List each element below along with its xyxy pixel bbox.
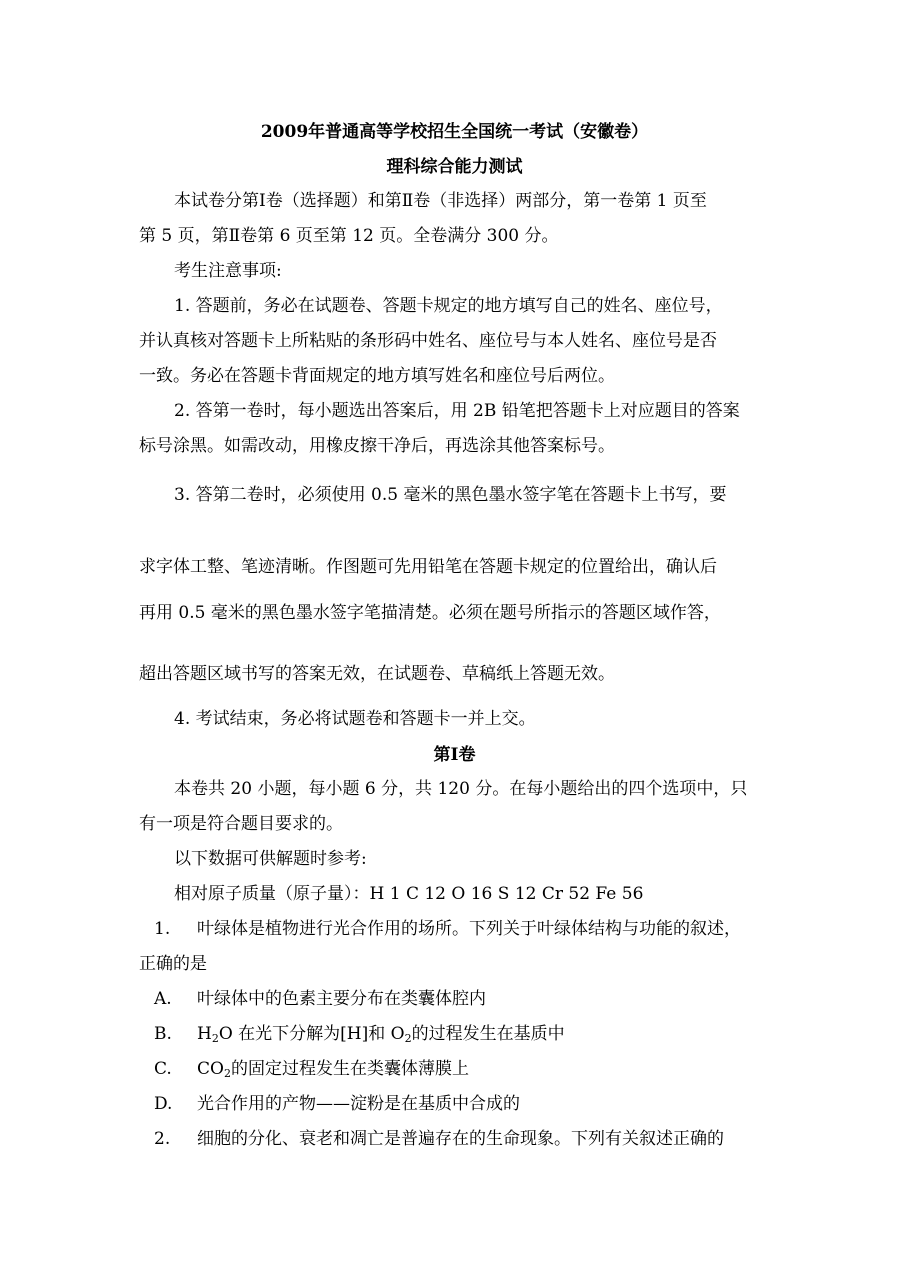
intro-line-1: 本试卷分第Ⅰ卷（选择题）和第Ⅱ卷（非选择）两部分，第一卷第 1 页至: [174, 191, 707, 211]
question-2-stem-line-1: 细胞的分化、衰老和凋亡是普遍存在的生命现象。下列有关叙述正确的: [197, 1129, 724, 1149]
page-title: 2009年普通高等学校招生全国统一考试（安徽卷）: [260, 122, 649, 142]
option-b-text: $H_2O$ 在光下分解为[H]和 $O_2$的过程发生在基质中: [197, 1024, 565, 1045]
note-4: 4. 考试结束，务必将试题卷和答题卡一并上交。: [174, 709, 536, 729]
note-3-line-1: 3. 答第二卷时，必须使用 0.5 毫米的黑色墨水签字笔在答题卡上书写，要: [174, 485, 727, 505]
notes-heading: 考生注意事项:: [174, 261, 282, 281]
question-2-number: 2.: [154, 1129, 171, 1149]
note-3-line-4: 超出答题区域书写的答案无效，在试题卷、草稿纸上答题无效。: [139, 664, 615, 684]
option-d-label: D.: [154, 1094, 173, 1114]
note-2-line-1: 2. 答第一卷时，每小题选出答案后，用 2B 铅笔把答题卡上对应题目的答案: [174, 401, 740, 421]
note-1-line-2: 并认真核对答题卡上所粘贴的条形码中姓名、座位号与本人姓名、座位号是否: [139, 331, 717, 351]
page-subtitle: 理科综合能力测试: [386, 157, 523, 177]
option-b-label: B.: [154, 1024, 172, 1044]
option-a-text: 叶绿体中的色素主要分布在类囊体腔内: [197, 989, 486, 1009]
option-a-label: A.: [154, 989, 172, 1009]
option-c-label: C.: [154, 1059, 172, 1079]
section-title: 第Ⅰ卷: [433, 745, 476, 765]
note-1-line-3: 一致。务必在答题卡背面规定的地方填写姓名和座位号后两位。: [139, 366, 615, 386]
note-1-line-1: 1. 答题前，务必在试题卷、答题卡规定的地方填写自己的姓名、座位号，: [174, 296, 723, 316]
note-3-line-2: 求字体工整、笔迹清晰。作图题可先用铅笔在答题卡规定的位置给出，确认后: [139, 557, 717, 577]
atomic-mass-line: 相对原子质量（原子量）：H 1 C 12 O 16 S 12 Cr 52 Fe 56: [174, 884, 644, 904]
data-reference-note: 以下数据可供解题时参考:: [174, 849, 367, 869]
note-2-line-2: 标号涂黑。如需改动，用橡皮擦干净后，再选涂其他答案标号。: [139, 436, 615, 456]
note-3-line-3: 再用 0.5 毫米的黑色墨水签字笔描清楚。必须在题号所指示的答题区域作答，: [139, 603, 721, 623]
question-1-stem-line-1: 叶绿体是植物进行光合作用的场所。下列关于叶绿体结构与功能的叙述，: [197, 919, 741, 939]
section-desc-line-2: 有一项是符合题目要求的。: [139, 814, 343, 834]
section-desc-line-1: 本卷共 20 小题，每小题 6 分，共 120 分。在每小题给出的四个选项中，只: [174, 779, 748, 799]
intro-line-2: 第 5 页，第Ⅱ卷第 6 页至第 12 页。全卷满分 300 分。: [139, 226, 559, 246]
question-1-number: 1.: [154, 919, 171, 939]
option-d-text: 光合作用的产物——淀粉是在基质中合成的: [197, 1094, 520, 1114]
option-c-text: $CO_2$的固定过程发生在类囊体薄膜上: [197, 1059, 469, 1080]
question-1-stem-line-2: 正确的是: [139, 954, 207, 974]
